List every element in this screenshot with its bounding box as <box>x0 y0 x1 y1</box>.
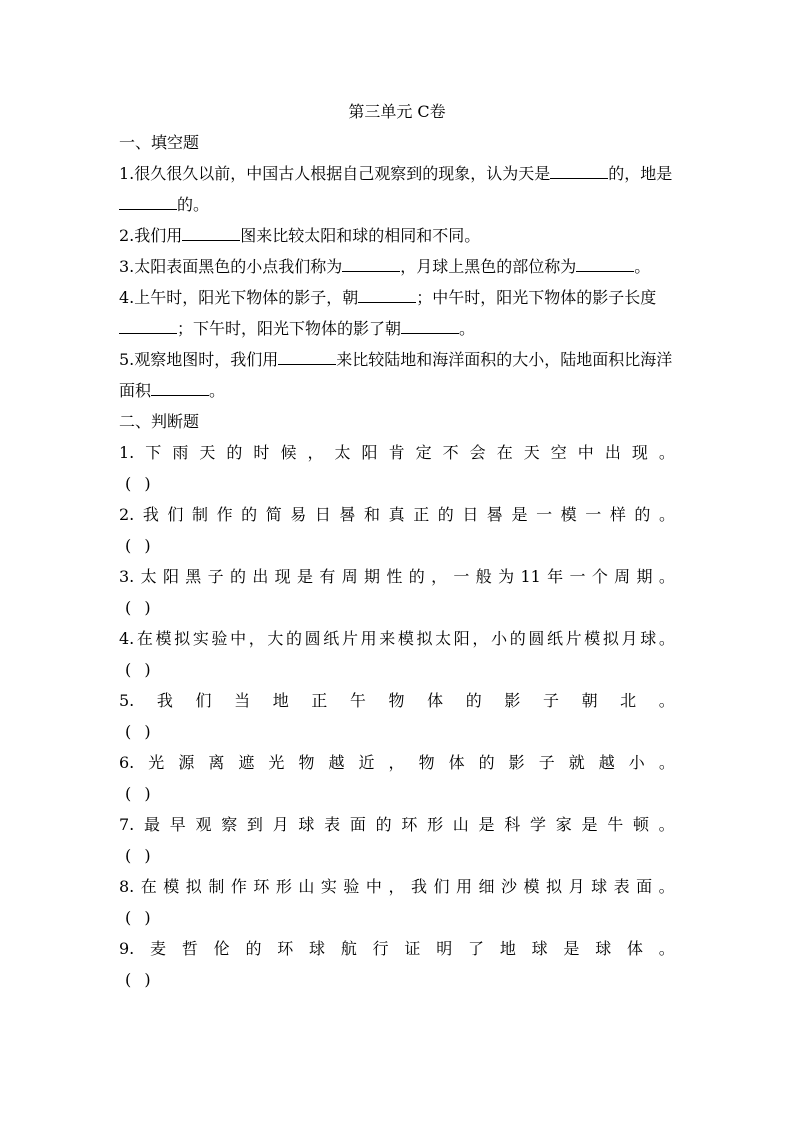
question-token: 片 <box>341 629 358 648</box>
question-token: 8. <box>119 877 135 896</box>
question-token: 的 <box>245 939 262 958</box>
question-token: 中 <box>365 877 382 896</box>
question-token: 空 <box>550 443 567 462</box>
question-token: 中 <box>230 629 247 648</box>
question-token: 影 <box>504 691 521 710</box>
question-5-line-2 <box>119 375 675 406</box>
question-token: 科 <box>504 815 521 834</box>
question-token: 日 <box>462 505 479 524</box>
section-heading-true-false: 二、判断题 <box>119 412 200 431</box>
question-token: 有 <box>319 567 336 586</box>
question-token: 面 <box>636 877 653 896</box>
question-token: 球 <box>640 629 657 648</box>
question-token: 午 <box>349 691 366 710</box>
question-token: 的 <box>478 753 495 772</box>
true-false-item-9 <box>119 933 675 964</box>
question-token: 样 <box>609 505 626 524</box>
question-token: 来 <box>379 629 396 648</box>
question-token: 拟 <box>602 629 619 648</box>
true-false-list <box>119 437 675 995</box>
question-token: 当 <box>234 691 251 710</box>
question-token: 模 <box>155 629 172 648</box>
question-token: ， <box>431 567 448 586</box>
question-token: 小 <box>491 629 508 648</box>
question-token: 伦 <box>213 939 230 958</box>
question-token: 面 <box>349 815 366 834</box>
question-token: 山 <box>298 877 315 896</box>
question-text: 3.太阳表面黑色的小点我们称为 <box>119 257 343 276</box>
question-text: ，月球上黑色的部位称为 <box>400 257 577 276</box>
question-token: 小 <box>628 753 645 772</box>
question-token: 子 <box>538 753 555 772</box>
answer-parentheses[interactable]: ( ) <box>125 722 155 741</box>
question-token: ， <box>307 443 324 462</box>
answer-blank[interactable] <box>576 254 634 272</box>
true-false-item-8 <box>119 871 675 902</box>
question-token: 球 <box>309 939 326 958</box>
question-text: 。 <box>634 257 651 276</box>
question-token: 4. <box>119 629 135 648</box>
question-token: 光 <box>148 753 165 772</box>
question-token: 一 <box>536 505 553 524</box>
question-token: 模 <box>560 505 577 524</box>
question-token: 球 <box>591 877 608 896</box>
question-token: 太 <box>334 443 351 462</box>
worksheet <box>119 96 675 995</box>
question-5-line-1 <box>119 344 675 375</box>
question-token: ， <box>472 629 489 648</box>
question-text: 5.观察地图时，我们用 <box>119 350 279 369</box>
question-token: 会 <box>469 443 486 462</box>
question-token: 一 <box>453 567 470 586</box>
question-token: 子 <box>207 567 224 586</box>
question-token: 天 <box>199 443 216 462</box>
question-token: 圆 <box>528 629 545 648</box>
answer-blank[interactable] <box>358 285 416 303</box>
answer-parentheses[interactable]: ( ) <box>125 970 155 989</box>
question-text: ；中午时，阳光下物体的影子长度 <box>416 288 657 307</box>
question-token: 拟 <box>174 629 191 648</box>
question-token: 山 <box>452 815 469 834</box>
question-token: 现 <box>631 443 648 462</box>
question-text: ；下午时，阳光下物体的影了朝 <box>177 319 402 338</box>
question-token: 下 <box>145 443 162 462</box>
question-token: 。 <box>658 505 675 524</box>
question-token: 制 <box>191 505 208 524</box>
question-token: 的 <box>226 443 243 462</box>
question-token: 。 <box>658 691 675 710</box>
question-token: 。 <box>658 753 675 772</box>
question-token: 阳 <box>453 629 470 648</box>
question-token: 月 <box>621 629 638 648</box>
question-token: 太 <box>435 629 452 648</box>
question-token: 。 <box>658 443 675 462</box>
question-token: 体 <box>448 753 465 772</box>
true-false-item-6 <box>119 747 675 778</box>
answer-blank[interactable] <box>550 161 608 179</box>
page-title: 第三单元 C卷 <box>348 102 446 121</box>
answer-blank[interactable] <box>151 378 209 396</box>
question-token: 物 <box>298 753 315 772</box>
question-token: 月 <box>568 877 585 896</box>
question-token: 验 <box>343 877 360 896</box>
question-token: 哲 <box>181 939 198 958</box>
question-token: 是 <box>478 815 495 834</box>
question-token: 越 <box>328 753 345 772</box>
question-token: 。 <box>658 877 675 896</box>
question-token: 易 <box>290 505 307 524</box>
question-token: 真 <box>388 505 405 524</box>
question-token: 。 <box>658 629 675 648</box>
section-heading-fill-in: 一、填空题 <box>119 133 200 152</box>
question-token: 片 <box>565 629 582 648</box>
question-token: 为 <box>498 567 515 586</box>
question-text: 来比较陆地和海洋面积的大小，陆地面积比海洋 <box>336 350 673 369</box>
question-token: 的 <box>241 505 258 524</box>
question-token: 们 <box>195 691 212 710</box>
question-token: 朝 <box>581 691 598 710</box>
question-token: 拟 <box>546 877 563 896</box>
question-4-line-2 <box>119 313 675 344</box>
question-token: 麦 <box>150 939 167 958</box>
question-token: 形 <box>275 877 292 896</box>
question-text: 图来比较太阳和球的相同和不同。 <box>240 226 481 245</box>
question-token: 简 <box>265 505 282 524</box>
question-token: 早 <box>169 815 186 834</box>
true-false-item-5 <box>119 685 675 716</box>
true-false-item-2 <box>119 499 675 530</box>
question-token: ， <box>248 629 265 648</box>
question-token: 顿 <box>632 815 649 834</box>
question-1-line-2 <box>119 189 675 220</box>
question-token: 日 <box>314 505 331 524</box>
question-token: 最 <box>143 815 160 834</box>
question-token: 2. <box>119 505 135 524</box>
answer-blank[interactable] <box>119 316 177 334</box>
question-token: 在 <box>136 629 153 648</box>
true-false-item-1 <box>119 437 675 468</box>
question-token: 7. <box>119 815 135 834</box>
question-token: 的 <box>229 567 246 586</box>
question-token: 实 <box>192 629 209 648</box>
question-token: 表 <box>613 877 630 896</box>
question-token: 一 <box>569 567 586 586</box>
question-token: 行 <box>372 939 389 958</box>
question-token: 的 <box>437 505 454 524</box>
question-token: 正 <box>413 505 430 524</box>
question-token: 圆 <box>304 629 321 648</box>
question-text: 的。 <box>177 195 210 214</box>
question-token: 周 <box>341 567 358 586</box>
question-token: 周 <box>614 567 631 586</box>
question-token: 用 <box>360 629 377 648</box>
question-token: 黑 <box>185 567 202 586</box>
question-token: 用 <box>455 877 472 896</box>
question-4-line-1 <box>119 282 675 313</box>
question-text: 2.我们用 <box>119 226 183 245</box>
question-token: 形 <box>427 815 444 834</box>
question-token: 。 <box>658 815 675 834</box>
question-token: 拟 <box>416 629 433 648</box>
question-token: 现 <box>274 567 291 586</box>
question-2-line-1 <box>119 220 675 251</box>
question-token: 。 <box>658 939 675 958</box>
answer-blank[interactable] <box>119 192 177 210</box>
answer-parentheses[interactable]: ( ) <box>125 536 155 555</box>
question-text: 1.很久很久以前，中国古人根据自己观察到的现象，认为天是 <box>119 164 551 183</box>
question-token: 定 <box>415 443 432 462</box>
question-token: 晷 <box>486 505 503 524</box>
question-token: 观 <box>195 815 212 834</box>
question-token: 般 <box>475 567 492 586</box>
question-text: 面积 <box>119 381 152 400</box>
question-token: 体 <box>427 691 444 710</box>
answer-parentheses[interactable]: ( ) <box>125 598 155 617</box>
question-token: 到 <box>246 815 263 834</box>
question-token: 是 <box>511 505 528 524</box>
question-token: 地 <box>499 939 516 958</box>
question-token: 期 <box>636 567 653 586</box>
question-token: 天 <box>523 443 540 462</box>
question-token: 明 <box>436 939 453 958</box>
question-token: 了 <box>468 939 485 958</box>
question-token: ， <box>388 753 405 772</box>
question-token: 年 <box>547 567 564 586</box>
question-token: 9. <box>119 939 135 958</box>
question-token: 察 <box>221 815 238 834</box>
question-token: 1. <box>119 443 135 462</box>
question-token: 中 <box>577 443 594 462</box>
answer-parentheses[interactable]: ( ) <box>125 660 155 679</box>
answer-blank[interactable] <box>401 316 459 334</box>
question-token: 一 <box>585 505 602 524</box>
question-token: 细 <box>478 877 495 896</box>
answer-blank[interactable] <box>182 223 240 241</box>
question-token: 是 <box>581 815 598 834</box>
question-token: 时 <box>253 443 270 462</box>
question-token: 航 <box>340 939 357 958</box>
question-token: 阳 <box>361 443 378 462</box>
question-token: ， <box>388 877 405 896</box>
question-token: 11 <box>520 567 541 586</box>
question-token: 越 <box>598 753 615 772</box>
true-false-item-3 <box>119 561 675 592</box>
question-token: 物 <box>388 691 405 710</box>
question-token: 的 <box>286 629 303 648</box>
question-token: 我 <box>410 877 427 896</box>
question-token: 的 <box>509 629 526 648</box>
question-token: 作 <box>216 505 233 524</box>
question-token: 球 <box>298 815 315 834</box>
question-token: 在 <box>496 443 513 462</box>
question-token: 的 <box>408 567 425 586</box>
answer-parentheses[interactable]: ( ) <box>125 474 155 493</box>
question-token: 大 <box>267 629 284 648</box>
question-token: 阳 <box>162 567 179 586</box>
question-token: 晷 <box>339 505 356 524</box>
question-token: 模 <box>163 877 180 896</box>
question-token: 们 <box>433 877 450 896</box>
question-token: 表 <box>324 815 341 834</box>
question-token: 出 <box>604 443 621 462</box>
question-token: 环 <box>401 815 418 834</box>
question-token: 不 <box>442 443 459 462</box>
question-token: 地 <box>272 691 289 710</box>
question-token: 出 <box>252 567 269 586</box>
answer-blank[interactable] <box>342 254 400 272</box>
question-token: 环 <box>277 939 294 958</box>
question-token: 影 <box>508 753 525 772</box>
question-token: 模 <box>584 629 601 648</box>
question-token: 光 <box>268 753 285 772</box>
question-token: 实 <box>320 877 337 896</box>
question-token: 环 <box>253 877 270 896</box>
question-token: 近 <box>358 753 375 772</box>
question-token: 和 <box>364 505 381 524</box>
question-token: 体 <box>627 939 644 958</box>
question-1-line-1 <box>119 158 675 189</box>
question-token: 。 <box>658 567 675 586</box>
question-token: 球 <box>531 939 548 958</box>
question-token: 个 <box>591 567 608 586</box>
answer-parentheses[interactable]: ( ) <box>125 846 155 865</box>
question-token: 在 <box>140 877 157 896</box>
question-token: 的 <box>634 505 651 524</box>
question-token: 们 <box>167 505 184 524</box>
question-token: 纸 <box>546 629 563 648</box>
question-token: 的 <box>375 815 392 834</box>
question-token: 家 <box>555 815 572 834</box>
question-token: 源 <box>178 753 195 772</box>
answer-blank[interactable] <box>278 347 336 365</box>
question-text: 4.上午时，阳光下物体的影子，朝 <box>119 288 359 307</box>
true-false-item-4 <box>119 623 675 654</box>
question-token: 球 <box>595 939 612 958</box>
question-token: 模 <box>523 877 540 896</box>
question-token: 性 <box>386 567 403 586</box>
question-token: 就 <box>568 753 585 772</box>
question-token: 牛 <box>607 815 624 834</box>
question-token: 沙 <box>501 877 518 896</box>
question-token: 肯 <box>388 443 405 462</box>
question-token: 学 <box>530 815 547 834</box>
question-token: 5. <box>119 691 135 710</box>
question-token: 北 <box>620 691 637 710</box>
question-text: 的，地是 <box>608 164 673 183</box>
question-token: 纸 <box>323 629 340 648</box>
question-token: 6. <box>119 753 135 772</box>
question-token: 正 <box>311 691 328 710</box>
question-token: 太 <box>140 567 157 586</box>
question-text: 。 <box>209 381 226 400</box>
question-token: 候 <box>280 443 297 462</box>
question-token: 制 <box>208 877 225 896</box>
question-token: 是 <box>297 567 314 586</box>
question-token: 离 <box>208 753 225 772</box>
question-token: 拟 <box>185 877 202 896</box>
question-token: 我 <box>156 691 173 710</box>
question-token: 作 <box>230 877 247 896</box>
question-token: 物 <box>418 753 435 772</box>
question-token: 雨 <box>172 443 189 462</box>
answer-parentheses[interactable]: ( ) <box>125 908 155 927</box>
question-token: 子 <box>542 691 559 710</box>
question-3-line-1 <box>119 251 675 282</box>
question-token: 3. <box>119 567 135 586</box>
question-token: 证 <box>404 939 421 958</box>
question-text: 。 <box>459 319 476 338</box>
question-token: 是 <box>563 939 580 958</box>
question-token: 遮 <box>238 753 255 772</box>
question-token: 模 <box>397 629 414 648</box>
question-token: 验 <box>211 629 228 648</box>
question-token: 我 <box>142 505 159 524</box>
true-false-item-7 <box>119 809 675 840</box>
question-token: 月 <box>272 815 289 834</box>
answer-parentheses[interactable]: ( ) <box>125 784 155 803</box>
question-token: 期 <box>364 567 381 586</box>
question-token: 的 <box>465 691 482 710</box>
